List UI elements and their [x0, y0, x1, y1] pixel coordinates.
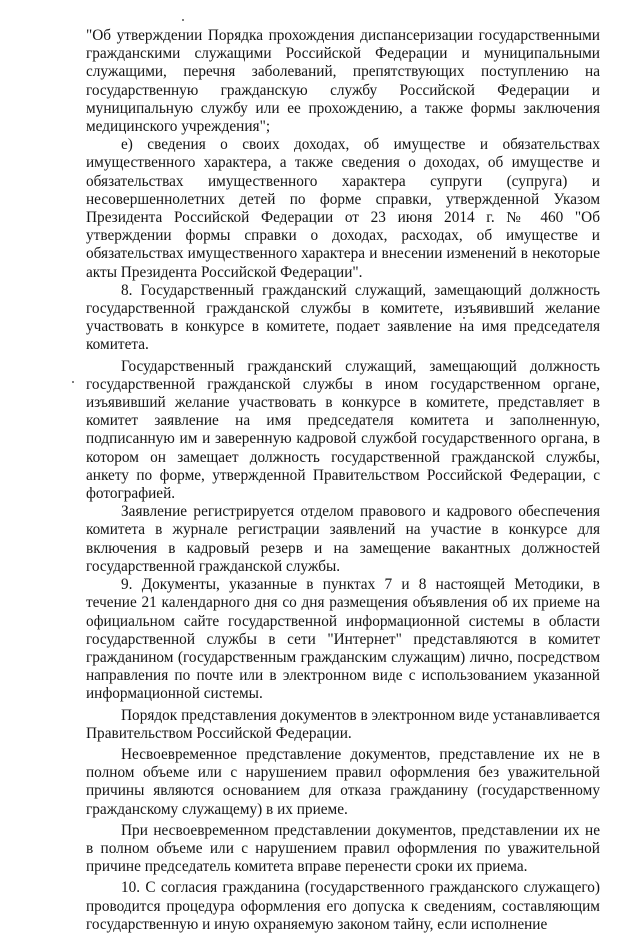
paragraph-8-registration: Заявление регистрируется отделом правового и кадрового обеспечения комитета в журнале регистрации заявлений на участие в конкурсе для включения в кадровый резерв и на замещение вакантных должностей государственной гражданской службы.: [86, 503, 600, 575]
paragraph-9: 9. Документы, указанные в пунктах 7 и 8 настоящей Методики, в течение 21 календарного дня со дня размещения объявления об их приеме на официальном сайте государственной информационной системы в области государственной службы в сети "Интернет" представляются в комитет гражданином (государственным гражданским служащим) лично, посредством направления по почте или в электронном виде с использованием указанной информационной системы.: [86, 576, 600, 703]
paragraph-8-other-body: Государственный гражданский служащий, замещающий должность государственной гражданской службы в ином государственном органе, изъявивший желание участвовать в конкурсе в комитете, представляет в комитет заявление на имя председателя комитета и заполненную, подписанную им и заверенную кадровой службой государственного органа, в котором он замещает должность государственной гражданской службы, анкету по форме, утвержденной Правительством Российской Федерации, с фотографией.: [86, 357, 600, 503]
paragraph-continuation: "Об утверждении Порядка прохождения диспансеризации государственными гражданскими служащими Российской Федерации и муниципальными служащими, перечня заболеваний, препятствующих поступлению на государственную гражданскую службу Российской Федерации и муниципальную службу или ее прохождению, а также формы заключения медицинского учреждения";: [86, 27, 600, 136]
paragraph-8: 8. Государственный гражданский служащий, замещающий должность государственной гражданской службы в комитете, изъявивший желание участвовать в конкурсе в комитете, подает заявление на имя председателя комитета.: [86, 281, 600, 354]
paragraph-9-valid-reason: При несвоевременном представлении документов, представлении их не в полном объеме или с нарушением правил оформления по уважительной причине председатель комитета вправе перенести сроки их приема.: [86, 821, 600, 876]
scan-speck: [72, 381, 74, 383]
scan-speck: [182, 19, 184, 21]
paragraph-10: 10. С согласия гражданина (государственного гражданского служащего) проводится процедура оформления его допуска к сведениям, составляющим государственную и иную охраняемую законом тайну, если исполнение: [86, 879, 600, 933]
paragraph-9-late-submission: Несвоевременное представление документов, представление их не в полном объеме или с нарушением правил оформления без уважительной причины являются основанием для отказа гражданину (государственному гражданскому служащему) в их приеме.: [86, 745, 600, 818]
paragraph-item-e: е) сведения о своих доходах, об имуществе и обязательствах имущественного характера, а также сведения о доходах, об имуществе и обязательствах имущественного характера супруги (супруга) и несовершеннолетних детей по форме справки, утвержденной Указом Президента Российской Федерации от 23 июня 2014 г. № 460 "Об утверждении формы справки о доходах, расходах, об имуществе и обязательствах имущественного характера и внесении изменений в некоторые акты Президента Российской Федерации".: [86, 136, 600, 281]
document-body: [86, 27, 600, 934]
paragraph-9-electronic: Порядок представления документов в электронном виде устанавливается Правительством Российской Федерации.: [86, 706, 600, 742]
